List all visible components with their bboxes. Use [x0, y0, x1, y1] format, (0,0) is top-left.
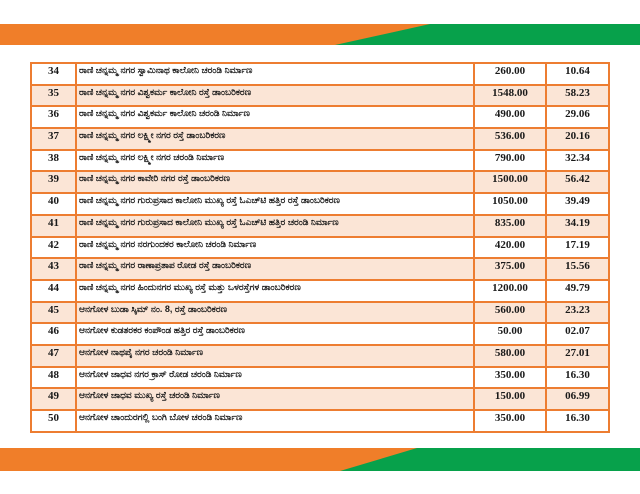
description-cell: ರಾಣಿ ಚನ್ನಮ್ಮ ನಗರ ಲಕ್ಷ್ಮೀ ನಗರ ರಸ್ತೆ ಡಾಂಬರಿಕರಣ	[76, 128, 474, 150]
serial-cell: 39	[31, 171, 76, 193]
table-row	[31, 258, 609, 280]
table-row	[31, 388, 609, 410]
amount-cell: 420.00	[474, 237, 546, 259]
table-row	[31, 345, 609, 367]
amount-cell: 580.00	[474, 345, 546, 367]
table-row	[31, 237, 609, 259]
bottom-ribbon	[0, 448, 640, 471]
percent-cell: 27.01	[546, 345, 609, 367]
amount-cell: 1200.00	[474, 280, 546, 302]
table-row	[31, 63, 609, 85]
works-table-body	[31, 63, 609, 432]
serial-cell: 48	[31, 367, 76, 389]
amount-cell: 835.00	[474, 215, 546, 237]
percent-cell: 39.49	[546, 193, 609, 215]
description-cell: ಆನಗೋಳ ಕುಡತರಕರ ಕಂಪೌಂಡ ಹತ್ತಿರ ರಸ್ತೆ ಡಾಂಬರಿಕರಣ	[76, 323, 474, 345]
percent-cell: 23.23	[546, 302, 609, 324]
percent-cell: 17.19	[546, 237, 609, 259]
serial-cell: 47	[31, 345, 76, 367]
table-row	[31, 280, 609, 302]
serial-cell: 50	[31, 410, 76, 432]
amount-cell: 790.00	[474, 150, 546, 172]
amount-cell: 150.00	[474, 388, 546, 410]
serial-cell: 46	[31, 323, 76, 345]
percent-cell: 29.06	[546, 106, 609, 128]
amount-cell: 350.00	[474, 410, 546, 432]
amount-cell: 375.00	[474, 258, 546, 280]
description-cell: ರಾಣಿ ಚನ್ನಮ್ಮ ನಗರ ಲಕ್ಷ್ಮೀ ನಗರ ಚರಂಡಿ ನಿರ್ಮಾಣ	[76, 150, 474, 172]
description-cell: ರಾಣಿ ಚನ್ನಮ್ಮ ನಗರ ನರಗುಂದಕರ ಕಾಲೋನಿ ಚರಂಡಿ ನಿರ್ಮಾಣ	[76, 237, 474, 259]
table-row	[31, 171, 609, 193]
percent-cell: 56.42	[546, 171, 609, 193]
serial-cell: 45	[31, 302, 76, 324]
table-row	[31, 323, 609, 345]
description-cell: ಆನಗೋಳ ಚಾಂದುರಗಲ್ಲಿ ಬಂಗಿ ಬೋಳ ಚರಂಡಿ ನಿರ್ಮಾಣ	[76, 410, 474, 432]
table-row	[31, 410, 609, 432]
description-cell: ರಾಣಿ ಚನ್ನಮ್ಮ ನಗರ ಕಾವೇರಿ ನಗರ ರಸ್ತೆ ಡಾಂಬರಿಕರಣ	[76, 171, 474, 193]
description-cell: ಆನಗೋಳ ನಾಥಪೈ ನಗರ ಚರಂಡಿ ನಿರ್ಮಾಣ	[76, 345, 474, 367]
description-cell: ರಾಣಿ ಚನ್ನಮ್ಮ ನಗರ ವಿಶ್ವಕರ್ಮ ಕಾಲೋನಿ ಚರಂಡಿ ನಿರ್ಮಾಣ	[76, 106, 474, 128]
table-row	[31, 193, 609, 215]
table-row	[31, 85, 609, 107]
percent-cell: 16.30	[546, 410, 609, 432]
description-cell: ರಾಣಿ ಚನ್ನಮ್ಮ ನಗರ ವಿಶ್ವಕರ್ಮ ಕಾಲೋನಿ ರಸ್ತೆ ಡಾಂಬರಿಕರಣ	[76, 85, 474, 107]
table-row	[31, 150, 609, 172]
serial-cell: 43	[31, 258, 76, 280]
serial-cell: 38	[31, 150, 76, 172]
description-cell: ರಾಣಿ ಚನ್ನಮ್ಮ ನಗರ ರಾಣಾಪ್ರತಾಪ ರೋಡ ರಸ್ತೆ ಡಾಂಬರಿಕರಣ	[76, 258, 474, 280]
serial-cell: 41	[31, 215, 76, 237]
serial-cell: 49	[31, 388, 76, 410]
works-table	[30, 62, 610, 433]
serial-cell: 36	[31, 106, 76, 128]
description-cell: ರಾಣಿ ಚನ್ನಮ್ಮ ನಗರ ಗುರುಪ್ರಸಾದ ಕಾಲೋನಿ ಮುಖ್ಯ ರಸ್ತೆ ಓಎಚ್‌ಟಿ ಹತ್ತಿರ ಚರಂಡಿ ನಿರ್ಮಾಣ	[76, 215, 474, 237]
amount-cell: 560.00	[474, 302, 546, 324]
table-row	[31, 302, 609, 324]
percent-cell: 10.64	[546, 63, 609, 85]
amount-cell: 1500.00	[474, 171, 546, 193]
table-row	[31, 128, 609, 150]
description-cell: ರಾಣಿ ಚನ್ನಮ್ಮ ನಗರ ಹಿಂದುನಗರ ಮುಖ್ಯ ರಸ್ತೆ ಮತ್ತು ಒಳರಸ್ತೆಗಳ ಡಾಂಬರಿಕರಣ	[76, 280, 474, 302]
table-row	[31, 367, 609, 389]
description-cell: ರಾಣಿ ಚನ್ನಮ್ಮ ನಗರ ಗುರುಪ್ರಸಾದ ಕಾಲೋನಿ ಮುಖ್ಯ ರಸ್ತೆ ಓಎಚ್‌ಟಿ ಹತ್ತಿರ ರಸ್ತೆ ಡಾಂಬರಿಕರಣ	[76, 193, 474, 215]
table-row	[31, 215, 609, 237]
amount-cell: 490.00	[474, 106, 546, 128]
amount-cell: 260.00	[474, 63, 546, 85]
description-cell: ಆನಗೋಳ ಜಾಧವ ನಗರ ಕ್ರಾಸ್ ರೋಡ ಚರಂಡಿ ನಿರ್ಮಾಣ	[76, 367, 474, 389]
top-ribbon	[0, 24, 640, 45]
percent-cell: 15.56	[546, 258, 609, 280]
percent-cell: 16.30	[546, 367, 609, 389]
amount-cell: 350.00	[474, 367, 546, 389]
percent-cell: 02.07	[546, 323, 609, 345]
percent-cell: 58.23	[546, 85, 609, 107]
description-cell: ರಾಣಿ ಚನ್ನಮ್ಮ ನಗರ ಸ್ವಾಮಿನಾಥ ಕಾಲೋನಿ ಚರಂಡಿ ನಿರ್ಮಾಣ	[76, 63, 474, 85]
serial-cell: 40	[31, 193, 76, 215]
amount-cell: 536.00	[474, 128, 546, 150]
description-cell: ಆನಗೋಳ ಬುಡಾ ಸ್ಕಿಮ್ ನಂ. 8, ರಸ್ತೆ ಡಾಂಬರಿಕರಣ	[76, 302, 474, 324]
serial-cell: 42	[31, 237, 76, 259]
percent-cell: 32.34	[546, 150, 609, 172]
percent-cell: 20.16	[546, 128, 609, 150]
amount-cell: 1548.00	[474, 85, 546, 107]
percent-cell: 34.19	[546, 215, 609, 237]
serial-cell: 35	[31, 85, 76, 107]
serial-cell: 44	[31, 280, 76, 302]
amount-cell: 50.00	[474, 323, 546, 345]
description-cell: ಆನಗೋಳ ಜಾಧವ ಮುಖ್ಯ ರಸ್ತೆ ಚರಂಡಿ ನಿರ್ಮಾಣ	[76, 388, 474, 410]
serial-cell: 37	[31, 128, 76, 150]
percent-cell: 49.79	[546, 280, 609, 302]
percent-cell: 06.99	[546, 388, 609, 410]
serial-cell: 34	[31, 63, 76, 85]
amount-cell: 1050.00	[474, 193, 546, 215]
table-row	[31, 106, 609, 128]
